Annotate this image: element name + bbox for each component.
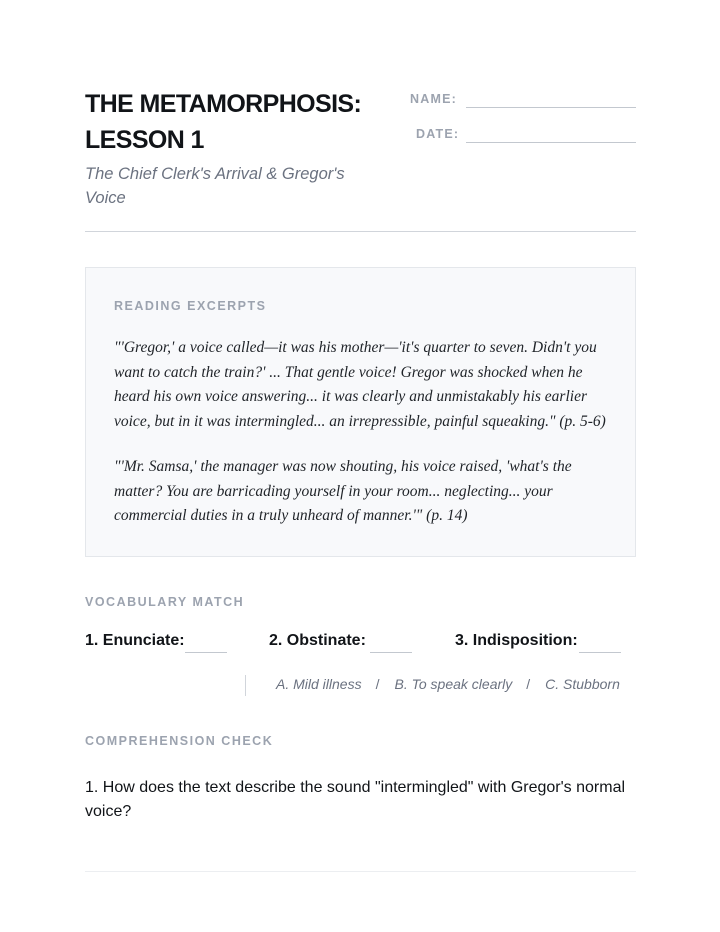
date-label: DATE: <box>416 127 460 141</box>
vocab-blank-1[interactable] <box>185 652 227 653</box>
excerpt-1: "'Gregor,' a voice called—it was his mother—'it's quarter to seven. Didn't you want to catch the train?' ... That gentle voice! Gregor was shocked when he heard his own voice answering... it was clearly and unmistakably his earlier voice, but in it was intermingled... an irrepressible, painful squeaking." (p. 5-6) <box>114 339 606 430</box>
vocab-option-b: B. To speak clearly <box>394 676 513 692</box>
header-divider <box>85 231 636 232</box>
vocab-option-a: A. Mild illness <box>276 676 362 692</box>
comprehension-question-1: 1. How does the text describe the sound "intermingled" with Gregor's normal voice? <box>85 779 626 820</box>
vocab-term-indisposition: 3. Indisposition: <box>455 632 578 649</box>
comprehension-heading: COMPREHENSION CHECK <box>85 734 274 748</box>
vocab-term-obstinate: 2. Obstinate: <box>269 632 366 649</box>
worksheet-header <box>85 86 636 232</box>
vocab-options-divider <box>245 675 246 696</box>
vocab-option-separator: / <box>526 676 531 692</box>
reading-excerpts-heading: READING EXCERPTS <box>114 299 267 313</box>
vocab-term-enunciate: 1. Enunciate: <box>85 632 185 649</box>
vocab-option-separator: / <box>375 676 380 692</box>
name-field[interactable] <box>466 107 636 108</box>
worksheet-subtitle: The Chief Clerk's Arrival & Gregor's Voice <box>85 165 345 207</box>
answer-line[interactable] <box>85 871 636 872</box>
vocab-options <box>276 676 620 692</box>
vocabulary-heading: VOCABULARY MATCH <box>85 595 245 609</box>
date-field[interactable] <box>466 142 636 143</box>
name-label: NAME: <box>410 92 457 106</box>
excerpt-2: "'Mr. Samsa,' the manager was now shouting, his voice raised, 'what's the matter? You are barricading yourself in your room... neglecting... your commercial duties in a truly unheard of manner.'" (p. 14) <box>114 458 572 524</box>
vocab-option-c: C. Stubborn <box>545 676 620 692</box>
vocab-blank-3[interactable] <box>579 652 621 653</box>
worksheet-title: THE METAMORPHOSIS: LESSON 1 <box>85 90 362 154</box>
vocab-blank-2[interactable] <box>370 652 412 653</box>
reading-excerpts-box <box>85 267 636 557</box>
